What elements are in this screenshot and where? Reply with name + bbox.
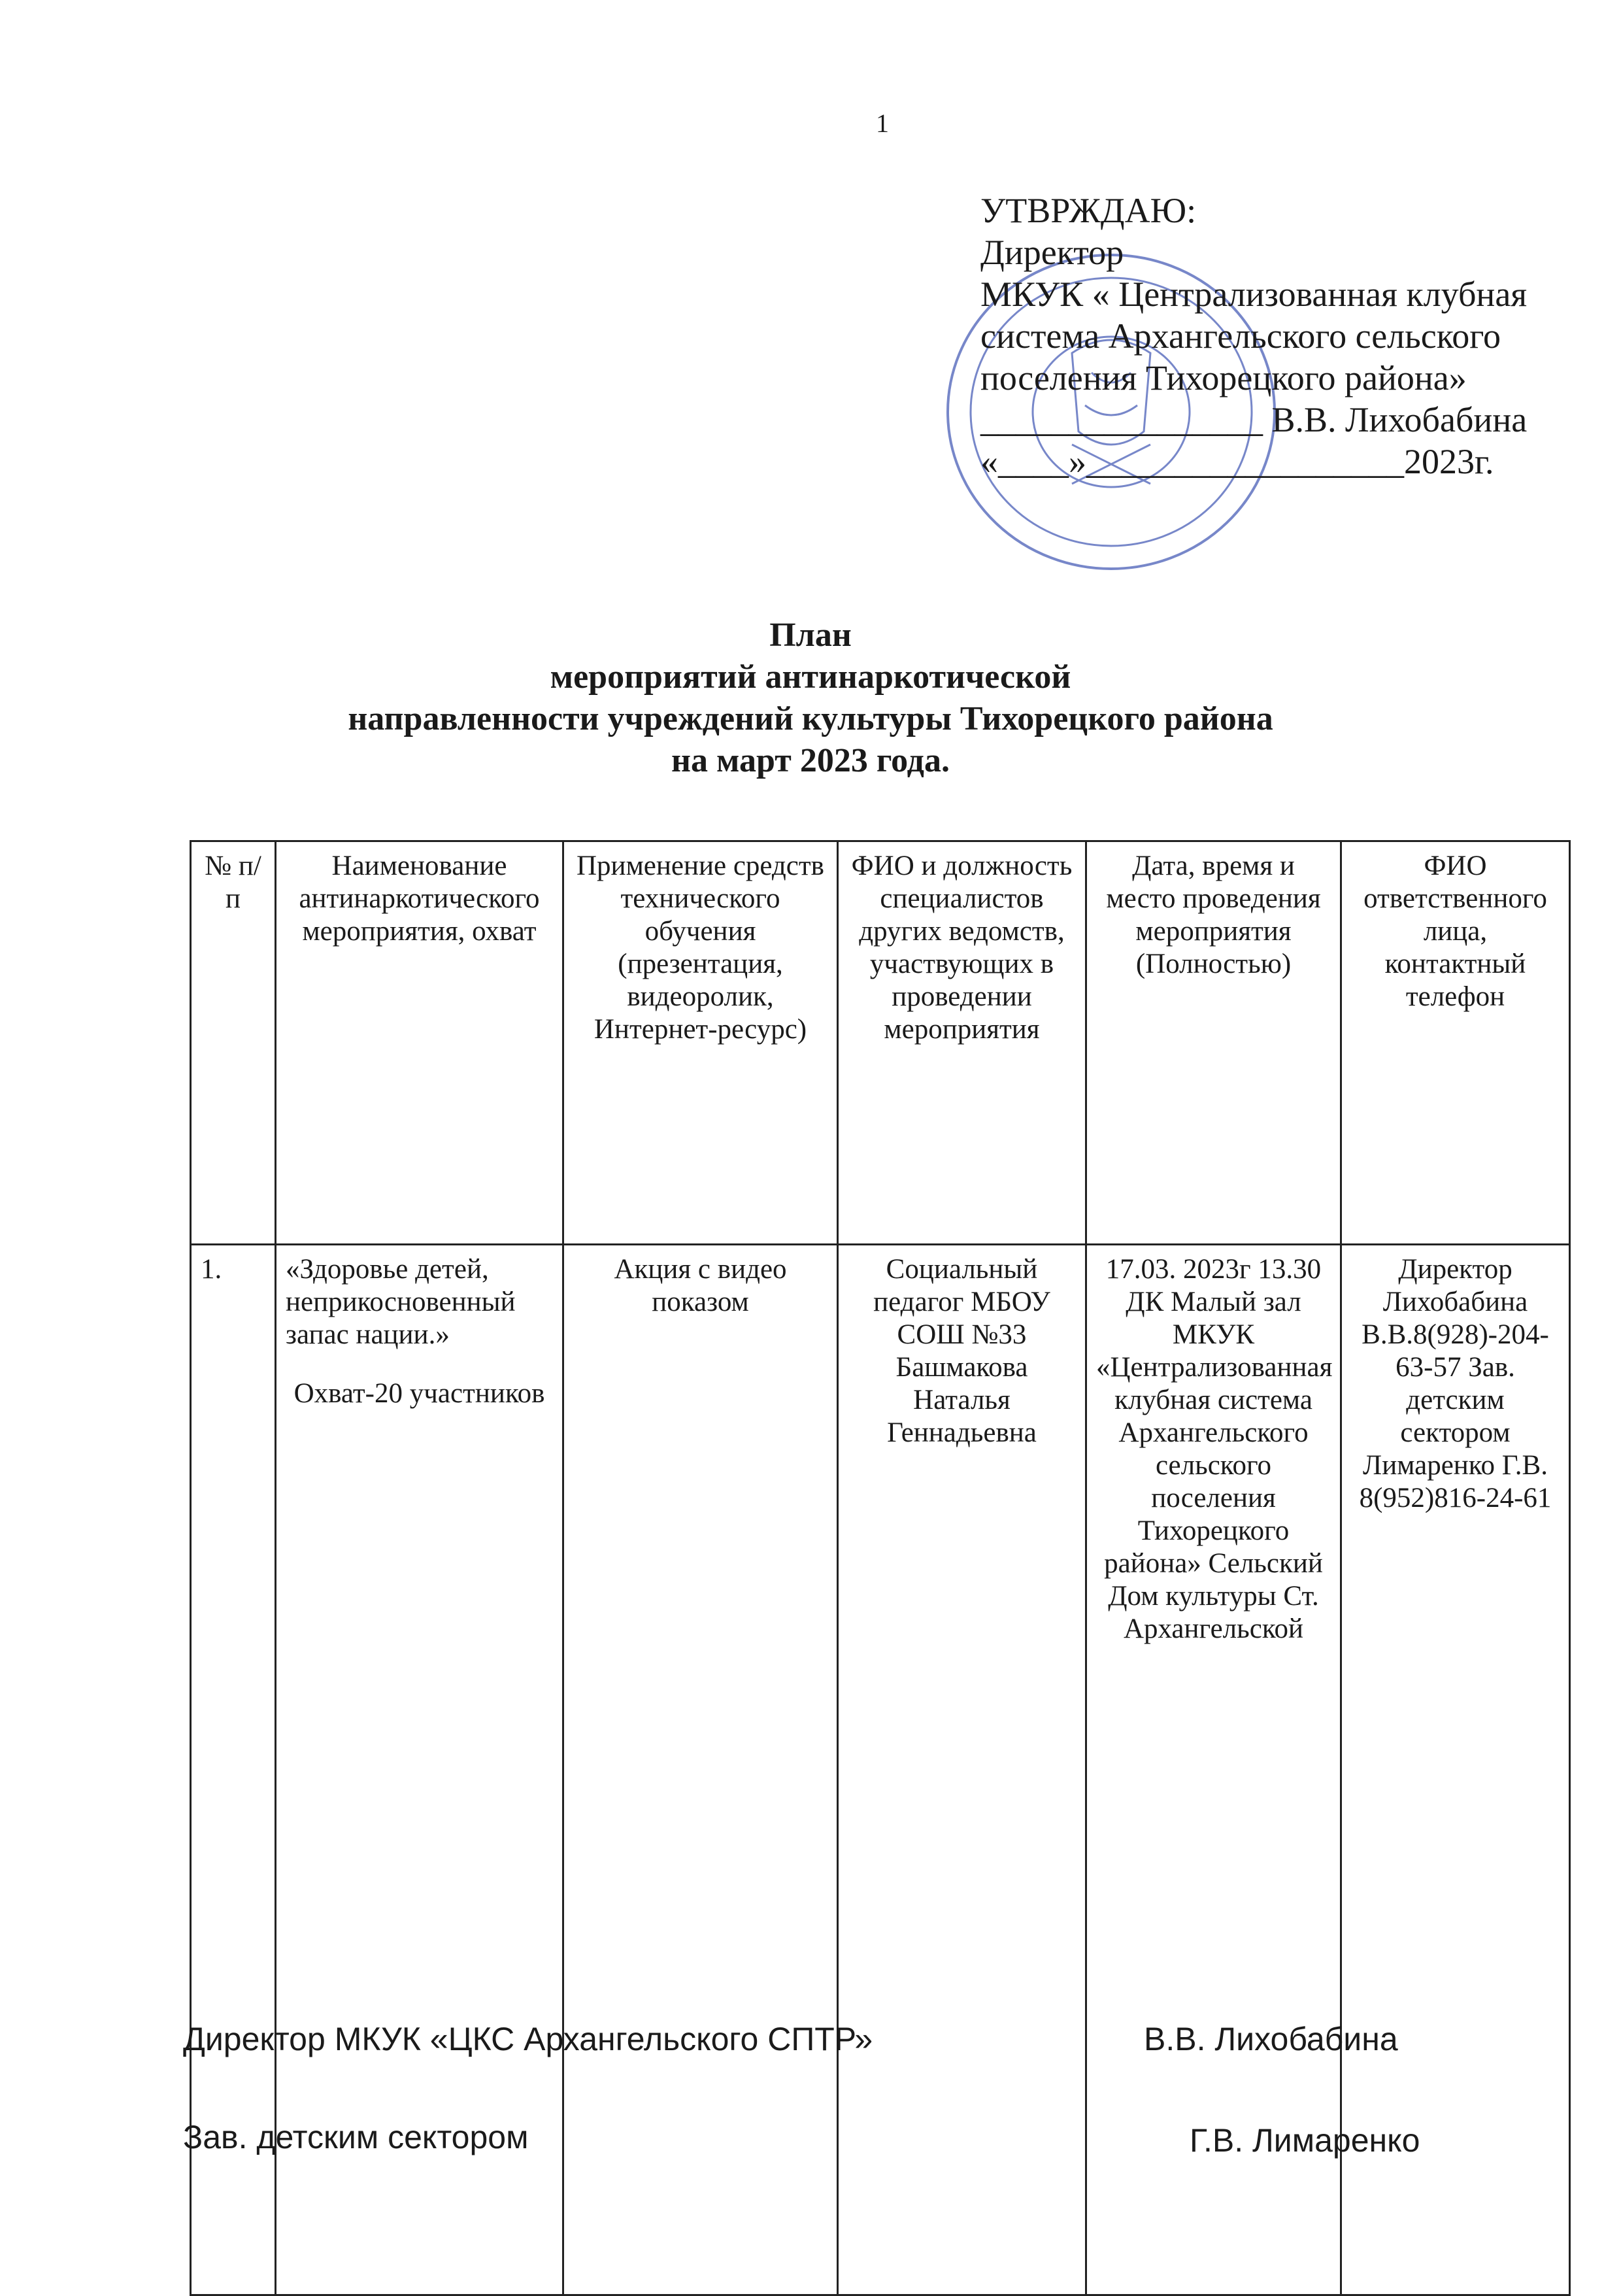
cell-specialists: Социальный педагог МБОУ СОШ №33 Башмакова Наталья Геннадьевна — [838, 1245, 1086, 2295]
event-name: «Здоровье детей, неприкосновенный запас нации.» — [286, 1254, 516, 1350]
approval-date-line: «____»__________________2023г. — [980, 442, 1494, 481]
header-specialists: ФИО и должность специалистов других ведомств, участвующих в проведении мероприятия — [838, 841, 1086, 1245]
header-tech-means: Применение средств технического обучения (презентация, видеоролик, Интернет-ресурс) — [563, 841, 838, 1245]
sector-role: Зав. детским сектором — [183, 2119, 529, 2155]
header-number: № п/п — [191, 841, 276, 1245]
title-line: мероприятий антинаркотической — [550, 658, 1071, 696]
approval-line: система Архангельского сельского — [980, 316, 1501, 356]
approval-line: МКУК « Централизованная клубная — [980, 275, 1528, 314]
director-role: Директор МКУК «ЦКС Архангельского СПТР» — [183, 2021, 873, 2057]
title-line: План — [769, 616, 852, 654]
cell-number: 1. — [191, 1245, 276, 2295]
header-responsible: ФИО ответственного лица, контактный телефон — [1341, 841, 1570, 1245]
header-date-place: Дата, время и место проведения мероприятия (Полностью) — [1086, 841, 1341, 1245]
approval-line: Директор — [980, 233, 1124, 272]
page-number: 1 — [876, 109, 889, 138]
approval-block — [980, 190, 1527, 482]
approval-heading: УТВРЖДАЮ: — [980, 191, 1197, 230]
event-coverage: Охват-20 участников — [293, 1378, 545, 1409]
header-event-name: Наименование антинаркотического мероприятия, охват — [276, 841, 563, 1245]
director-name: В.В. Лихобабина — [1144, 2021, 1398, 2057]
title-line: направленности учреждений культуры Тихорецкого района — [348, 700, 1273, 737]
title-line: на март 2023 года. — [671, 742, 950, 779]
cell-responsible: Директор Лихобабина В.В.8(928)-204-63-57 Зав. детским сектором Лимаренко Г.В. 8(952)816-24-61 — [1341, 1245, 1570, 2295]
sector-name: Г.В. Лимаренко — [1190, 2122, 1420, 2159]
document-title — [0, 615, 1621, 782]
event-place: ДК Малый зал МКУК «Централизованная клубная система Архангельского сельского поселения Тихорецкого района» Сельский Дом культуры Ст. Архангельской — [1096, 1287, 1333, 1644]
approval-line: поселения Тихорецкого района» — [980, 358, 1467, 397]
approval-signature-line: ________________ В.В. Лихобабина — [980, 400, 1528, 439]
table-header-row — [191, 841, 1570, 1245]
cell-tech-means: Акция с видео показом — [563, 1245, 838, 2295]
plan-table — [190, 840, 1571, 2296]
event-date-time: 17.03. 2023г 13.30 — [1105, 1254, 1322, 1285]
